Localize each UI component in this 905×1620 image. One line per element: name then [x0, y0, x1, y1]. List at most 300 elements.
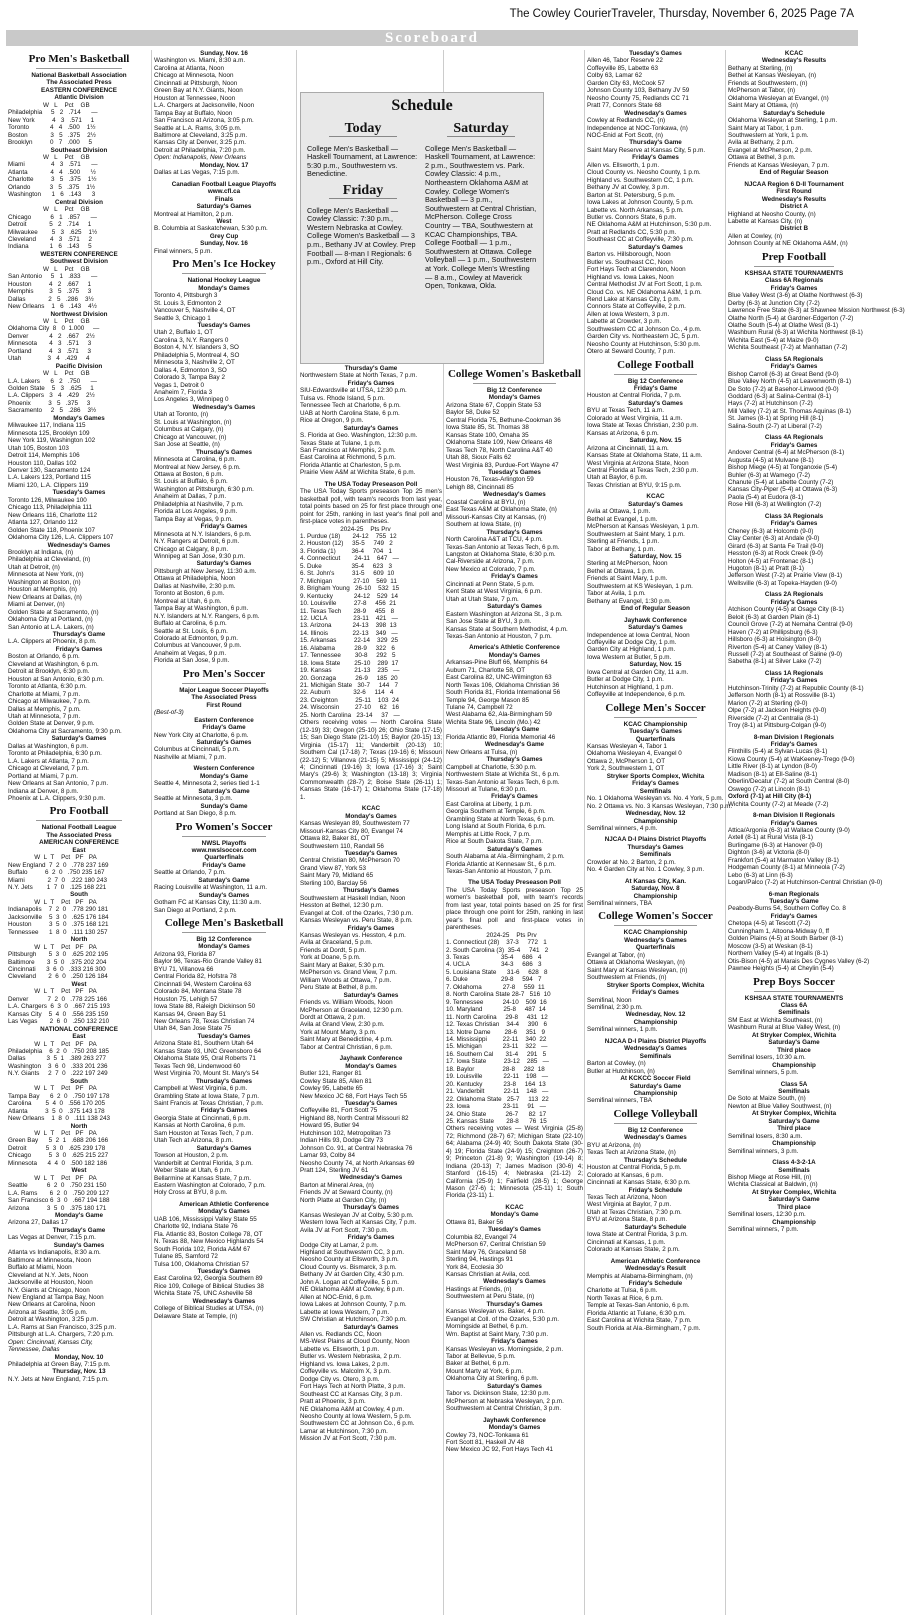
agate-line: Grand View 87, York 53	[300, 864, 367, 872]
agate-line: Memphis 3 5 .375 3	[8, 288, 92, 296]
agate-line: Tampa Bay at Vegas, 9 p.m.	[154, 515, 233, 523]
subheading: End of Regular Season	[759, 169, 829, 177]
section-heading: College Men's Basketball	[154, 917, 294, 933]
subheading: Friday's Games	[770, 598, 818, 606]
subheading: Monday, Nov. 17	[199, 161, 249, 169]
agate-line: North Texas at Rice, 6 p.m.	[587, 1294, 663, 1302]
agate-line: Cheney (6-3) at Holcomb (9-0)	[728, 527, 814, 535]
agate-line: Bethel at Ottawa, 1 p.m.	[587, 567, 655, 575]
subheading: Championship	[633, 1018, 678, 1026]
agate-line: Pratt 77, Connors State 68	[587, 102, 662, 110]
agate-line: East Carolina 92, Georgia Southern 89	[154, 1275, 263, 1283]
subheading: Saturday's Games	[196, 1144, 252, 1152]
agate-line: Delaware State at Temple, (n)	[154, 1312, 238, 1320]
agate-line: Lawrence Free State (6-3) at Shawnee Mission Northwest (6-3)	[728, 307, 905, 315]
agate-line: Allen at Iowa Western, 3 p.m.	[587, 310, 670, 318]
agate-line: Dallas 2 5 .286 3½	[8, 295, 94, 303]
agate-line: 14. Illinois 22-13 349 —	[300, 629, 398, 637]
agate-line: 12. Texas Christian 34-4 390 6	[446, 1021, 548, 1029]
section-heading: College Women's Soccer	[587, 910, 724, 926]
subheading: KCAC	[646, 493, 665, 501]
agate-line: 24. Wisconsin 27-10 62 16	[300, 704, 400, 712]
subheading: North	[70, 1122, 88, 1130]
agate-line: Baltimore at Minnesota, Noon	[8, 1256, 91, 1264]
agate-line: West Virginia 83, Purdue-Fort Wayne 47	[446, 461, 559, 469]
subheading: Thursday's Games	[195, 1077, 253, 1085]
subheading: Saturday's Games	[487, 603, 542, 611]
agate-line: Iowa State 85, St. Thomas 38	[446, 424, 529, 432]
agate-line: Olpe (7-2) at Jackson Heights (9-0)	[728, 707, 827, 715]
agate-line: Rend Lake at Kansas City, 1 p.m.	[587, 295, 681, 303]
column-rule	[725, 50, 726, 1615]
agate-line: New England at Tampa Bay, Noon	[8, 1293, 104, 1301]
agate-line: Jefferson North (8-1) at Rossville (8-1)	[728, 692, 835, 700]
agate-line: Vanderbilt at Central Florida, 3 p.m.	[154, 1159, 253, 1167]
agate-line: S. Florida at Geo. Washington, 12:30 p.m.	[300, 432, 418, 440]
subheading: Semifinals	[778, 1009, 810, 1017]
agate-line: Pittsburgh at New Jersey, 11:30 a.m.	[154, 567, 257, 575]
subheading: Third place	[777, 1046, 811, 1054]
agate-line: New Orleans at Dallas, (n)	[8, 593, 82, 601]
agate-line: W L T Pct PF PA	[8, 1129, 97, 1137]
subheading: Thursday's Schedule	[623, 1156, 688, 1164]
subheading: Wednesday's Results	[761, 57, 827, 65]
subheading: Saturday's Games	[628, 624, 683, 632]
agate-line: Tulsa 100, Oklahoma Christian 57	[154, 1260, 249, 1268]
subheading: 6-man Regionals	[768, 890, 820, 898]
agate-line: Golden State at Sacramento, (n)	[8, 608, 99, 616]
subheading: KCAC Championship	[623, 720, 688, 728]
subheading: Monday's Games	[53, 414, 105, 422]
agate-line: Hutchinson at Highland, 1 p.m.	[587, 683, 674, 691]
agate-line: Buffalo 6 2 0 .750 235 167	[8, 869, 105, 877]
subheading: Friday's Games	[770, 441, 818, 449]
agate-line: Golden State 118, Phoenix 107	[8, 526, 96, 534]
agate-line: N.Y. Jets 1 7 0 .125 168 221	[8, 884, 107, 892]
subheading: Friday's Games	[632, 989, 679, 997]
agate-line: Denver 7 2 0 .778 225 166	[8, 995, 108, 1003]
agate-line: Saint Mary 79, Midland 65	[300, 872, 374, 880]
agate-line: Chetopa (4-5) at Tescott (7-2)	[728, 920, 811, 928]
agate-line: Seattle 4, Minnesota 2, series tied 1-1	[154, 780, 260, 788]
agate-line: Kansas State at Southern Methodist, 4 p.m.	[446, 625, 568, 633]
agate-line: 1. Connecticut (28) 37-3 772 1	[446, 939, 547, 947]
subheading: Wednesday's Games	[624, 1045, 687, 1053]
subheading: NJCAA D-I Plains District Playoffs	[604, 836, 707, 844]
agate-line: Hugoton (8-1) at Pratt (8-1)	[728, 565, 804, 572]
agate-line: Friends at Kansas Wesleyan, 7 p.m.	[728, 161, 830, 169]
subheading: Pacific Division	[55, 362, 103, 370]
subheading: Monday's Games	[198, 943, 250, 951]
agate-line: No. 2 Ottawa vs. No. 3 Kansas Wesleyan, 7:30 p.m.	[587, 802, 733, 810]
agate-line: Madison (8-1) at Ell-Saline (8-1)	[728, 770, 818, 778]
subheading: Tuesday's Game	[769, 898, 819, 906]
subheading: Wednesday's Games	[624, 109, 687, 117]
agate-line: Tennessee Tech at Charlotte, 6 p.m.	[300, 402, 401, 410]
agate-line: Chicago 6 1 .857 —	[8, 213, 97, 221]
agate-line: 17. Iowa State 23-12 285 —	[446, 1058, 549, 1066]
agate-line: Philadelphia 5 2 .714 —	[8, 109, 98, 117]
agate-line: 17. Tennessee 30-8 292 5	[300, 652, 396, 660]
agate-line: Utah at Baylor, 6 p.m.	[587, 474, 648, 482]
agate-line: 2024-25 Pts Prv	[446, 931, 537, 939]
subheading: The Associated Press	[46, 79, 112, 87]
agate-line: Utah 88, Sioux Falls 62	[446, 454, 512, 462]
subheading: Saturday's Game	[198, 787, 250, 795]
agate-line: West Virginia 70, Mount St. Mary's 54	[154, 1070, 259, 1078]
agate-line: West Alabama 62, Ala-Birmingham 59	[446, 711, 552, 719]
agate-line: College of Biblical Studies at UTSA, (n)	[154, 1305, 264, 1313]
agate-line: Mission JV at Fort Scott, 7:30 p.m.	[300, 1435, 397, 1443]
agate-line: Bethel at Kansas Wesleyan, (n)	[728, 72, 817, 80]
agate-line: South Alabama at Ala.-Birmingham, 2 p.m.	[446, 853, 565, 861]
agate-line: Anaheim at Vegas, 9 p.m.	[154, 649, 227, 657]
schedule-box	[300, 92, 544, 364]
agate-line: SIU-Edwardsville at UTSA, 12:30 p.m.	[300, 387, 407, 395]
agate-line: L.A. Clippers at Phoenix, 8 p.m.	[8, 638, 97, 646]
agate-line: Minnesota 125, Brooklyn 109	[8, 429, 90, 437]
agate-line: Weber State at Utah, 6 p.m.	[154, 1167, 232, 1175]
agate-line: Attica/Argonia (6-3) at Wallace County (9-0)	[728, 826, 850, 834]
subheading: Championship	[772, 1218, 816, 1226]
subheading: Saturday, Nov. 15	[629, 437, 682, 445]
agate-line: Indianapolis 7 2 0 .778 290 181	[8, 906, 109, 914]
agate-line: Fort Hays Tech at North Platte, 3 p.m.	[300, 1383, 406, 1391]
agate-line: Oklahoma Wesleyan at Evangel, (n)	[728, 94, 829, 102]
agate-line: Dallas at Las Vegas, 7:15 p.m.	[154, 169, 240, 177]
agate-line: Southwestern 110, Randall 56	[300, 842, 384, 850]
section-heading: Pro Men's Basketball	[8, 53, 150, 69]
agate-line: 3. Florida (1) 36-4 704 1	[300, 547, 393, 555]
subheading: Tuesday's Games	[629, 50, 682, 57]
subheading: Class 2A Regionals	[764, 591, 824, 599]
agate-line: Garden City at Highland, 1 p.m.	[587, 646, 676, 654]
agate-line: 8. Brigham Young 26-10 532 15	[300, 585, 400, 593]
agate-line: McPherson vs. Grand View, 7 p.m.	[300, 969, 397, 977]
subheading: Saturday's Schedule	[763, 109, 825, 117]
subheading: Saturday, Nov. 8	[631, 885, 680, 893]
subheading: Thursday's Game	[629, 139, 682, 147]
agate-line: Pratt at Phoenix, 3 p.m.	[300, 1398, 366, 1406]
agate-line: Iowa Central at Garden City, 11 a.m.	[587, 668, 689, 676]
agate-line: Final winners, 5 p.m.	[154, 247, 213, 255]
subheading: The USA Today Preseason Poll	[468, 879, 561, 887]
subheading: Saturday's Games	[487, 845, 542, 853]
agate-line: West Virginia at Baylor, 7 p.m.	[587, 1201, 672, 1209]
subheading: Jayhawk Conference	[624, 616, 687, 624]
agate-line: 8. North Carolina State 28-7 516 10	[446, 991, 551, 999]
agate-line: Toronto at Philadelphia, 6:30 p.m.	[8, 750, 102, 758]
subheading: Monday's Game	[490, 1211, 539, 1219]
agate-line: Golden State at Denver, 9 p.m.	[8, 720, 95, 728]
agate-line: Southeast CC at Kansas City, 3 p.m.	[300, 1390, 403, 1398]
agate-line: Ottawa at Bethel, 3 p.m.	[728, 154, 796, 162]
agate-line: NE Oklahoma A&M at Cowley, 4 p.m.	[300, 1405, 405, 1413]
agate-line: N.Y. Giants at Chicago, Noon	[8, 1286, 90, 1294]
subheading: West	[216, 217, 232, 225]
agate-line: Wichita Southeast (7-2) at Manhattan (7-2)	[728, 344, 848, 352]
agate-line: Kansas State 100, Omaha 35	[446, 431, 529, 439]
subheading: Big 12 Conference	[196, 936, 252, 944]
agate-line: Goddard (6-3) at Salina-Central (8-1)	[728, 393, 832, 401]
agate-line: Oklahoma Wesleyan 4, Evangel 0	[587, 750, 682, 758]
agate-line: Anaheim at Dallas, 7 p.m.	[154, 493, 227, 501]
agate-line: Buffalo at Miami, Noon	[8, 1264, 72, 1272]
agate-line: Saint Mary at Ottawa, (n)	[728, 102, 798, 110]
subheading: Saturday's Game	[768, 1196, 820, 1204]
agate-line: Central Christian 80, McPherson 70	[300, 857, 400, 865]
agate-line: Kansas City-Piper (5-4) at Ottawa (6-3)	[728, 486, 838, 494]
agate-line: York at Mount Marty, 3 p.m.	[300, 1028, 377, 1036]
agate-line: Milwaukee 117, Indiana 115	[8, 422, 86, 430]
subheading: Saturday, Nov. 15	[629, 553, 682, 560]
agate-line: Highland 88, North Central Missouri 82	[300, 1114, 409, 1122]
subheading: West	[71, 980, 87, 988]
subheading: Monday's Games	[198, 1208, 250, 1216]
agate-line: Iowa Lakes at Johnson County, 7 p.m.	[300, 1301, 407, 1309]
subheading: Wednesday's Games	[192, 1297, 256, 1305]
agate-line: Cunningham 1, Altoona-Midway 0, ff	[728, 927, 830, 935]
agate-line: New Orleans at Carolina, Noon	[8, 1301, 96, 1309]
agate-line: Detroit at Philadelphia, 7:20 p.m.	[154, 146, 246, 154]
agate-line: Hutchinson-Trinity (7-2) at Republic County (8-1)	[728, 684, 864, 692]
agate-line: Iowa Lakes at Johnson County, 5 p.m.	[587, 199, 694, 207]
subheading: Saturday's Games	[343, 424, 399, 432]
agate-line: Texas Christian at BYU, 9:15 p.m.	[587, 481, 682, 489]
agate-line: New Mexico at Colorado, 7 p.m.	[446, 565, 536, 573]
agate-line: Blue Valley West (3-6) at Olathe Northwest (6-3)	[728, 292, 863, 300]
agate-line: Iowa Western at Butler, 5 p.m.	[587, 653, 672, 661]
subheading: Central Division	[55, 198, 103, 206]
subheading: Friday's Games	[770, 912, 818, 920]
agate-line: Toronto 126, Milwaukee 100	[8, 496, 87, 504]
agate-line: Allen at NOC-Enid, 6 p.m.	[300, 1293, 373, 1301]
subheading: AMERICAN CONFERENCE	[39, 839, 119, 847]
subheading: Championship	[633, 892, 678, 900]
agate-line: UAB 106, Mississippi Valley State 55	[154, 1215, 257, 1223]
agate-line: Toronto at Atlanta, 6:30 p.m.	[8, 683, 87, 691]
subheading: Tuesday's Games	[52, 489, 106, 497]
agate-line: Garden City 63, McCook 57	[587, 79, 665, 87]
subheading: Friday's Game	[202, 724, 246, 732]
agate-line: Allen 46, Tabor Reserve 22	[587, 57, 663, 65]
subheading: Monday's Games	[345, 1062, 397, 1070]
agate-line: Cal-Riverside at Arizona, 7 p.m.	[446, 558, 535, 566]
subheading: Thursday's Games	[486, 756, 543, 764]
agate-line: Tabor at Bellevue, 5 p.m.	[446, 1353, 516, 1360]
subheading: Eastern Conference	[194, 716, 254, 724]
agate-line: Cowley 95, Labette 65	[300, 1085, 363, 1093]
agate-line: Fort Hays Tech at Clarendon, Noon	[587, 266, 686, 274]
agate-line: Arizona State 67, Coppin State 53	[446, 401, 542, 409]
agate-line: NE Oklahoma A&M at Hutchinson, 5:30 p.m.	[587, 221, 712, 229]
agate-line: 19. Louisville 22-11 198 —	[446, 1073, 549, 1081]
agate-line: Wichita County (7-2) at Meade (7-2)	[728, 800, 829, 808]
agate-line: Labette vs. North Arkansas, 5 p.m.	[587, 206, 684, 214]
agate-line: Houston at Central Florida, 7 p.m.	[587, 392, 682, 400]
agate-line: 18. Baylor 28-8 282 18	[446, 1065, 545, 1073]
agate-line: 20. Gonzaga 26-9 185 20	[300, 674, 398, 682]
column-rule	[584, 50, 585, 1615]
agate-line: Beloit (6-3) at Garden Plain (8-1)	[728, 613, 820, 621]
agate-line: Grambling State at North Texas, 6 p.m.	[446, 815, 555, 823]
agate-line: Butler 121, Ranger 81	[300, 1070, 362, 1078]
agate-line: Philadelphia at Green Bay, 7:15 p.m.	[8, 1361, 111, 1369]
agate-line: L.A. Chargers at Jacksonville, Noon	[154, 102, 255, 110]
agate-line: Washington 1 6 .143 3	[8, 191, 96, 199]
agate-line: Montreal at Utah, 6 p.m.	[154, 597, 222, 605]
agate-line: N.Y. Jets at New England, 7:15 p.m.	[8, 1375, 109, 1383]
subheading: Championship	[633, 817, 678, 825]
subheading: The Associated Press	[191, 694, 257, 702]
agate-line: Friends at Southwestern, (n)	[728, 79, 808, 87]
agate-line: W L T Pct PF PA	[8, 898, 97, 906]
agate-line: East Carolina at Richmond, 5 p.m.	[300, 454, 396, 462]
agate-line: Wellsville (6-3) at Topeka-Hayden (9-0)	[728, 579, 837, 587]
subheading: Thursday's Games	[486, 1300, 543, 1308]
agate-line: 22. Oklahoma State 25-7 113 22	[446, 1095, 549, 1103]
agate-line: Carolina 5 4 0 .556 170 205	[8, 1100, 105, 1108]
agate-line: North Carolina A&T at TCU, 4 p.m.	[446, 536, 543, 544]
agate-line: BYU at Texas Tech, 11 a.m.	[587, 407, 665, 415]
agate-line: Chicago 5 3 0 .625 215 227	[8, 1152, 109, 1160]
agate-line: Texas-San Antonio at Houston, 7 p.m.	[446, 868, 552, 875]
agate-line: 12. UCLA 23-11 421 —	[300, 614, 398, 622]
agate-line: Memphis at Alabama-Birmingham, (n)	[587, 1272, 693, 1280]
agate-line: Texas Tech 78, North Carolina A&T 40	[446, 446, 553, 454]
agate-line: Southwestern at Central Christian, 3 p.m.	[446, 1405, 562, 1413]
agate-line: Colorado at Kansas State, 2 p.m.	[587, 1246, 680, 1254]
subheading: Big 12 Conference	[627, 377, 684, 385]
agate-line: 4. Connecticut 24-11 647 —	[300, 555, 399, 563]
subheading: Semifinals	[778, 1088, 810, 1095]
agate-line: Iowa State 88, Raleigh Dickinson 50	[154, 1003, 256, 1011]
agate-line: Arizona 93, Florida 87	[154, 950, 216, 958]
agate-line: SM East at Wichita Southeast, (n)	[728, 1016, 823, 1024]
subheading: American Athletic Conference	[610, 1257, 701, 1265]
agate-line: L.A. Rams at San Francisco, 3:25 p.m.	[8, 1323, 117, 1331]
subheading: Wednesday's Games	[47, 541, 111, 549]
agate-line: Bethany at Evangel, 1:30 p.m.	[587, 597, 672, 605]
subheading: At KCKCC Soccer Field	[620, 1075, 691, 1083]
agate-line: Avila JV at Fort Scott, 7:30 p.m.	[300, 1226, 389, 1234]
agate-line: Campbell at West Virginia, 6 p.m.	[154, 1085, 248, 1093]
agate-line: Los Angeles 3, Winnipeg 0	[154, 396, 229, 404]
agate-line: Moscow (3-5) at Weskan (8-1)	[728, 942, 813, 950]
agate-line: Highland vs. Iowa Lakes, 2 p.m.	[300, 1360, 390, 1368]
agate-line: Orlando 3 5 .375 1½	[8, 183, 96, 191]
agate-line: Jacksonville at Houston, Noon	[8, 1279, 93, 1287]
agate-line: Colorado at Edmonton, 9 p.m.	[154, 634, 239, 642]
subheading: The Associated Press	[46, 831, 112, 839]
agate-line: Logan/Palco (7-2) at Hutchinson-Central Christian (9-0)	[728, 879, 883, 887]
agate-line: Tabor vs. Dickinson State, 12:30 p.m.	[446, 1390, 551, 1398]
agate-line: Portland at San Diego, 8 p.m.	[154, 810, 237, 818]
agate-line: W L Pct GB	[8, 101, 90, 109]
agate-line: L.A. Lakers 123, Portland 115	[8, 474, 91, 482]
subheading: Monday, Nov. 10	[54, 1353, 104, 1361]
agate-line: Barton at Mineral Area, (n)	[300, 1181, 374, 1189]
agate-line: Tulane 74, Campbell 72	[446, 704, 513, 712]
agate-line: Cincinnati 3 6 0 .333 216 300	[8, 966, 106, 974]
subheading: EASTERN CONFERENCE	[41, 86, 117, 94]
agate-line: 25. Kansas State 28-8 76 15	[446, 1117, 547, 1125]
agate-line: Florida Atlantic at Charleston, 5 p.m.	[300, 461, 402, 469]
section-heading: Pro Men's Ice Hockey	[154, 258, 294, 274]
agate-line: Arizona 27, Dallas 17	[8, 1219, 68, 1227]
agate-line: Kiowa County (5-4) at WaKeeney-Trego (9-0)	[728, 755, 855, 763]
subheading: Sunday's Games	[53, 1241, 105, 1249]
subheading: Semifinals	[639, 851, 672, 859]
agate-line: Atlanta 3 5 0 .375 143 178	[8, 1107, 105, 1115]
agate-line: Paola (5-4) at Eudora (8-1)	[728, 493, 804, 501]
section-heading: Pro Football	[8, 805, 150, 821]
agate-line: Brooklyn 0 7 .000 5	[8, 139, 92, 147]
subheading: Friday's Games	[770, 677, 818, 685]
agate-line: Washington 3 6 0 .333 201 236	[8, 1062, 108, 1070]
agate-line: New Orleans 78, Texas Christian 74	[154, 1018, 255, 1026]
agate-line: Detroit at Washington, 3:25 p.m.	[8, 1316, 99, 1324]
schedule-today-text: College Men's Basketball — Haskell Tournament, at Lawrence: 5:30 p.m., Southwestern vs. Benedictine.	[307, 143, 418, 179]
agate-line: Carolina at Atlanta, Noon	[154, 64, 225, 72]
agate-line: De Soto (7-2) at Basehor-Linwood (9-0)	[728, 385, 839, 393]
subheading: Friday's Games	[770, 819, 818, 827]
agate-line: Hesston (6-3) at Rock Creek (9-0)	[728, 550, 823, 558]
subheading: Third place	[777, 1203, 811, 1211]
subheading: First Round	[776, 188, 812, 196]
agate-line: Tabor at Avila, 1 p.m.	[587, 590, 646, 598]
agate-line: L.A. Rams 6 2 0 .750 209 127	[8, 1189, 110, 1197]
agate-line: San Diego at Portland, 2 p.m.	[154, 906, 237, 914]
agate-line: Crowder at No. 2 Barton, 2 p.m.	[587, 858, 676, 866]
agate-line: L.A. Lakers 6 2 .750 —	[8, 377, 97, 385]
subheading: Wednesday's Game	[484, 741, 545, 749]
agate-line: Cleveland at Washington, 6 p.m.	[8, 660, 99, 668]
column-1	[8, 50, 150, 1615]
agate-line: New Orleans 1 6 .143 4½	[8, 303, 97, 311]
subheading: Friday's Games	[200, 1107, 248, 1115]
agate-line: Buhler (6-3) at Wamego (7-2)	[728, 471, 811, 479]
subheading: Sunday's Games	[198, 891, 250, 899]
agate-line: Memphis at Little Rock, 7 p.m.	[446, 830, 531, 838]
subheading: Jayhawk Conference	[339, 1055, 403, 1063]
agate-line: Rose Hill (6-3) at Wellington (7-2)	[728, 501, 822, 509]
subheading: Big 12 Conference	[486, 387, 543, 394]
subheading: Jayhawk Conference	[483, 1416, 546, 1424]
subheading: Tuesday's Games	[197, 1267, 251, 1275]
agate-line: W L T Pct PF PA	[8, 988, 97, 996]
agate-line: Semifinal losers, 12:30 p.m.	[728, 1211, 806, 1219]
agate-line: Sterling 100, Barclay 56	[300, 879, 367, 887]
agate-line: Riverside (7-2) at Centralia (8-1)	[728, 714, 819, 722]
agate-line: Northwestern State at Wichita St., 6 p.m.	[446, 771, 560, 779]
masthead	[0, 0, 864, 30]
agate-line: Utah 84, San Jose State 75	[154, 1025, 232, 1033]
agate-line: Florida Atlantic at Kennesaw St., 6 p.m.	[446, 860, 556, 868]
agate-line: Avila at Grand View, 2:30 p.m.	[300, 1021, 385, 1029]
agate-line: W L T Pct PF PA	[8, 854, 97, 862]
subheading: Class 5A	[780, 1080, 808, 1088]
agate-line: Cloud Co. vs. NE Oklahoma A&M, 1 p.m.	[587, 288, 702, 296]
agate-line: Philadelphia at Cleveland, (n)	[8, 556, 91, 564]
agate-line: Arkansas-Pine Bluff 66, Memphis 64	[446, 659, 548, 667]
subheading: Friday's Game	[202, 861, 246, 869]
subheading: Southwest Division	[49, 258, 109, 266]
agate-line: Kansas City 5 4 0 .556 235 159	[8, 1010, 109, 1018]
subheading: Sunday, Nov. 16	[200, 50, 248, 57]
agate-line: East Carolina at Liberty, 1 p.m.	[446, 800, 532, 808]
subheading: Tuesday's Game	[489, 726, 540, 734]
